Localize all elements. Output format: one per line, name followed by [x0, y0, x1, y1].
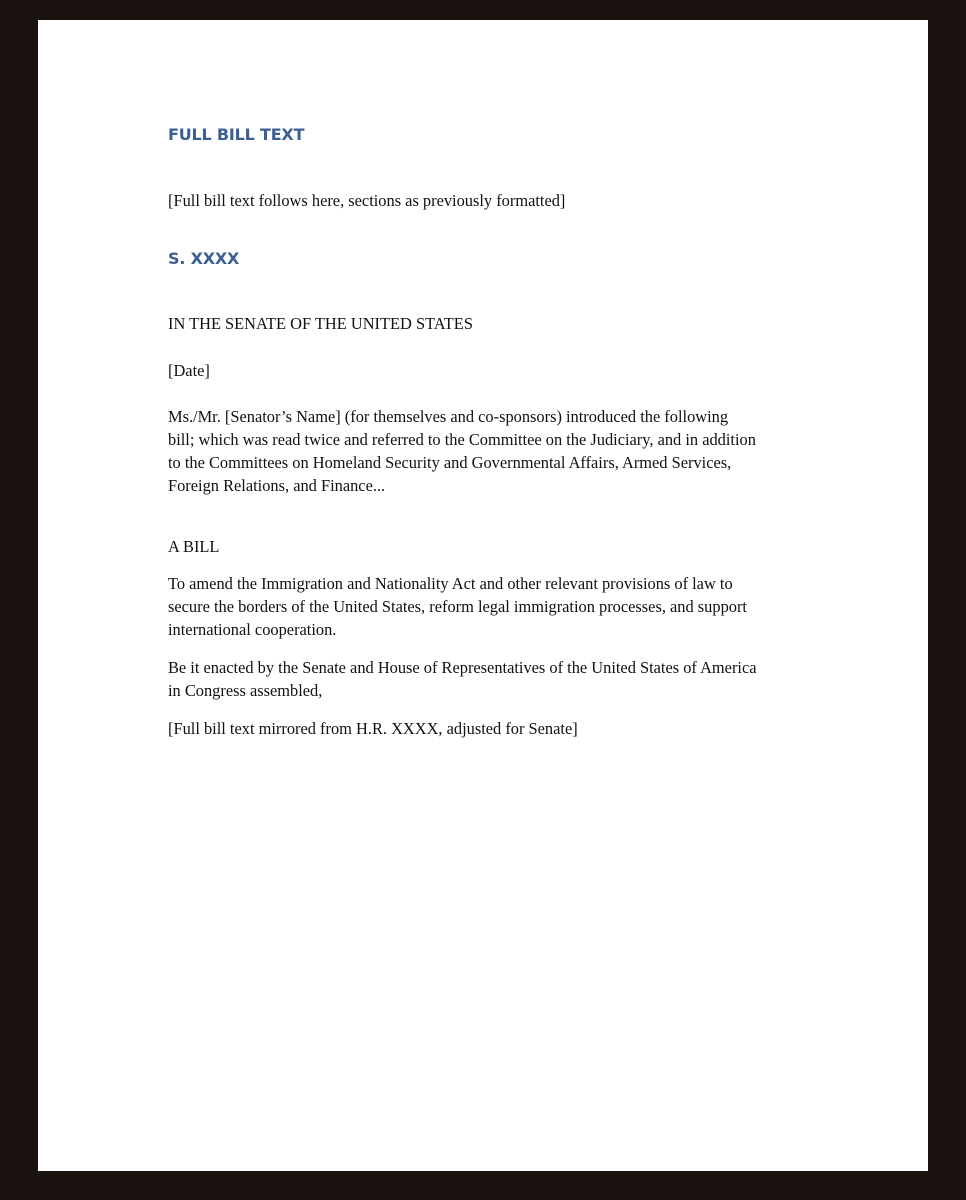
- date-line: [Date]: [168, 361, 210, 380]
- purpose-paragraph: [168, 572, 808, 641]
- purpose-line: To amend the Immigration and Nationality Act and other relevant provisions of law to: [168, 574, 733, 593]
- introduction-line: Foreign Relations, and Finance...: [168, 476, 386, 495]
- introduction-line: to the Committees on Homeland Security and Governmental Affairs, Armed Services,: [168, 453, 732, 472]
- chamber-line: IN THE SENATE OF THE UNITED STATES: [168, 314, 473, 333]
- document-page: [38, 20, 928, 1171]
- introduction-paragraph: [168, 405, 808, 497]
- enacting-line: in Congress assembled,: [168, 681, 323, 700]
- purpose-line: secure the borders of the United States, reform legal immigration processes, and support: [168, 597, 747, 616]
- purpose-line: international cooperation.: [168, 620, 337, 639]
- sections-placeholder: [Full bill text follows here, sections as previously formatted]: [168, 191, 566, 210]
- a-bill-title: A BILL: [168, 537, 220, 556]
- introduction-line: bill; which was read twice and referred to the Committee on the Judiciary, and in addition: [168, 430, 756, 449]
- mirrored-text-placeholder: [Full bill text mirrored from H.R. XXXX, adjusted for Senate]: [168, 719, 578, 738]
- introduction-line: Ms./Mr. [Senator’s Name] (for themselves and co-sponsors) introduced the following: [168, 407, 729, 426]
- full-bill-text-heading: FULL BILL TEXT: [168, 125, 305, 144]
- enacting-line: Be it enacted by the Senate and House of Representatives of the United States of America: [168, 658, 757, 677]
- bill-number-heading: S. XXXX: [168, 249, 240, 268]
- enacting-clause: [168, 656, 808, 702]
